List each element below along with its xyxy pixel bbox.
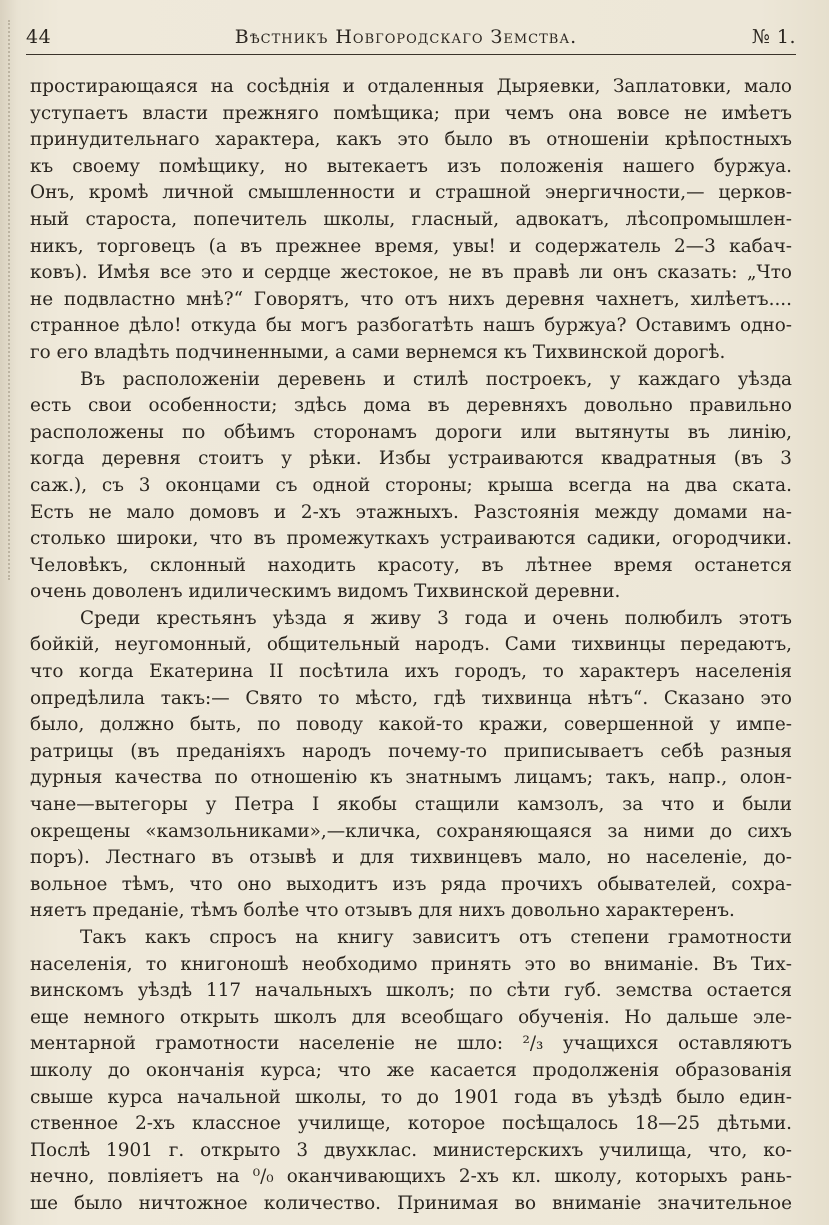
text-line: что когда Екатерина II посѣтила ихъ городъ, то характеръ населенія	[30, 661, 792, 683]
text-line: еще немного открыть школъ для всеобщаго обученія. Но дальше эле-	[30, 1006, 792, 1028]
header-rule	[26, 54, 796, 55]
text-line: няетъ преданіе, тѣмъ болѣе что отзывъ для нихъ довольно характеренъ.	[30, 900, 735, 922]
running-header	[26, 22, 796, 52]
text-line: странное дѣло! откуда бы могъ разбогатѣть нашъ буржуа? Оставимъ одно-	[30, 315, 792, 337]
text-line: Онъ, кромѣ личной смышленности и страшной энергичности,— церков-	[30, 182, 792, 204]
text-line: чане—вытегоры у Петра I якобы стащили камзолъ, за что и были	[30, 794, 792, 816]
text-line: ментарной грамотности населеніе не шло: ²/₃ учащихся оставляютъ	[30, 1033, 792, 1055]
text-line: нечно, повліяетъ на ⁰/₀ оканчивающихъ 2-хъ кл. школу, которыхъ рань-	[30, 1166, 792, 1188]
text-line: ше было ничтожное количество. Принимая во вниманіе значительное	[30, 1192, 792, 1214]
text-line: опредѣлила такъ:— Свято то мѣсто, гдѣ тихвинца нѣтъ“. Сказано это	[30, 687, 792, 709]
text-line: ственное 2-хъ классное училище, которое посѣщалось 18—25 дѣтьми.	[30, 1113, 792, 1135]
text-line: Послѣ 1901 г. открыто 3 двухклас. министерскихъ училища, что, ко-	[30, 1139, 792, 1161]
text-line: есть свои особенности; здѣсь дома въ деревняхъ довольно правильно	[30, 395, 792, 417]
text-line: Есть не мало домовъ и 2-хъ этажныхъ. Разстоянія между домами на-	[30, 501, 792, 523]
text-line: ратрицы (въ преданіяхъ народъ почему-то приписываетъ себѣ разныя	[30, 740, 792, 762]
text-line: расположены по обѣимъ сторонамъ дороги или вытянуты въ линію,	[30, 421, 792, 443]
text-line: Такъ какъ спросъ на книгу зависитъ отъ степени грамотности	[80, 927, 792, 948]
text-line: окрещены «камзольниками»,—кличка, сохраняющаяся за ними до сихъ	[30, 820, 792, 842]
text-line: уступаетъ власти прежняго помѣщика; при чемъ она вовсе не имѣетъ	[30, 102, 792, 124]
article-body	[30, 74, 792, 1218]
text-line: населенія, то книгоношѣ необходимо принять это во вниманіе. Въ Тих-	[30, 953, 792, 975]
text-line: школу до окончанія курса; что же касается продолженія образованія	[30, 1059, 792, 1081]
text-line: простирающаяся на сосѣднія и отдаленныя Дыряевки, Заплатовки, мало	[30, 76, 792, 97]
text-line: принудительнаго характера, какъ это было въ отношеніи крѣпостныхъ	[30, 129, 792, 151]
text-line: очень доволенъ идилическимъ видомъ Тихвинской деревни.	[30, 581, 621, 603]
text-line: бойкій, неугомонный, общительный народъ. Сами тихвинцы передаютъ,	[30, 634, 792, 656]
text-line: свыше курса начальной школы, то до 1901 года въ уѣздѣ было един-	[30, 1086, 792, 1108]
text-line: ный староста, попечитель школы, гласный, адвокатъ, лѣсопромышлен-	[30, 208, 792, 230]
text-line: винскомъ уѣздѣ 117 начальныхъ школъ; по сѣти губ. земства остается	[30, 980, 792, 1002]
text-line: столько широки, что въ промежуткахъ устраиваются садики, огородчики.	[30, 528, 792, 550]
text-line: къ своему помѣщику, но вытекаетъ изъ положенія нашего буржуа.	[30, 155, 792, 177]
binding-margin	[8, 20, 13, 580]
text-line: поръ). Лестнаго въ отзывѣ и для тихвинцевъ мало, но населеніе, до-	[30, 847, 792, 869]
text-line: го его владѣть подчиненными, а сами вернемся къ Тихвинской дорогѣ.	[30, 341, 726, 363]
text-line: никъ, торговецъ (а въ прежнее время, увы! и содержатель 2—3 кабач-	[30, 235, 792, 257]
issue-number: № 1.	[751, 26, 796, 48]
text-line: Человѣкъ, склонный находить красоту, въ лѣтнее время останется	[30, 554, 792, 576]
journal-title: Вѣстникъ Новгородскаго Земства.	[234, 26, 578, 48]
text-line: Въ расположеніи деревень и стилѣ построекъ, у каждаго уѣзда	[80, 368, 792, 390]
text-line: ковъ). Имѣя все это и сердце жестокое, не въ правѣ ли онъ сказать: „Что	[30, 262, 792, 284]
text-line: было, должно быть, по поводу какой-то кражи, совершенной у импе-	[30, 714, 792, 736]
text-line: когда деревня стоитъ у рѣки. Избы устраиваются квадратныя (въ 3	[30, 448, 792, 470]
text-line: вольное тѣмъ, что оно выходитъ изъ ряда прочихъ обывателей, сохра-	[30, 873, 792, 895]
text-line: Среди крестьянъ уѣзда я живу 3 года и очень полюбилъ этотъ	[80, 607, 792, 629]
text-line: саж.), съ 3 оконцами съ одной стороны; крыша всегда на два ската.	[30, 474, 792, 496]
page-number: 44	[26, 26, 52, 48]
text-line: не подвластно мнѣ?“ Говорятъ, что отъ нихъ деревня чахнетъ, хилѣетъ....	[30, 288, 792, 310]
text-line: дурныя качества по отношенію къ знатнымъ лицамъ; такъ, напр., олон-	[30, 767, 792, 789]
